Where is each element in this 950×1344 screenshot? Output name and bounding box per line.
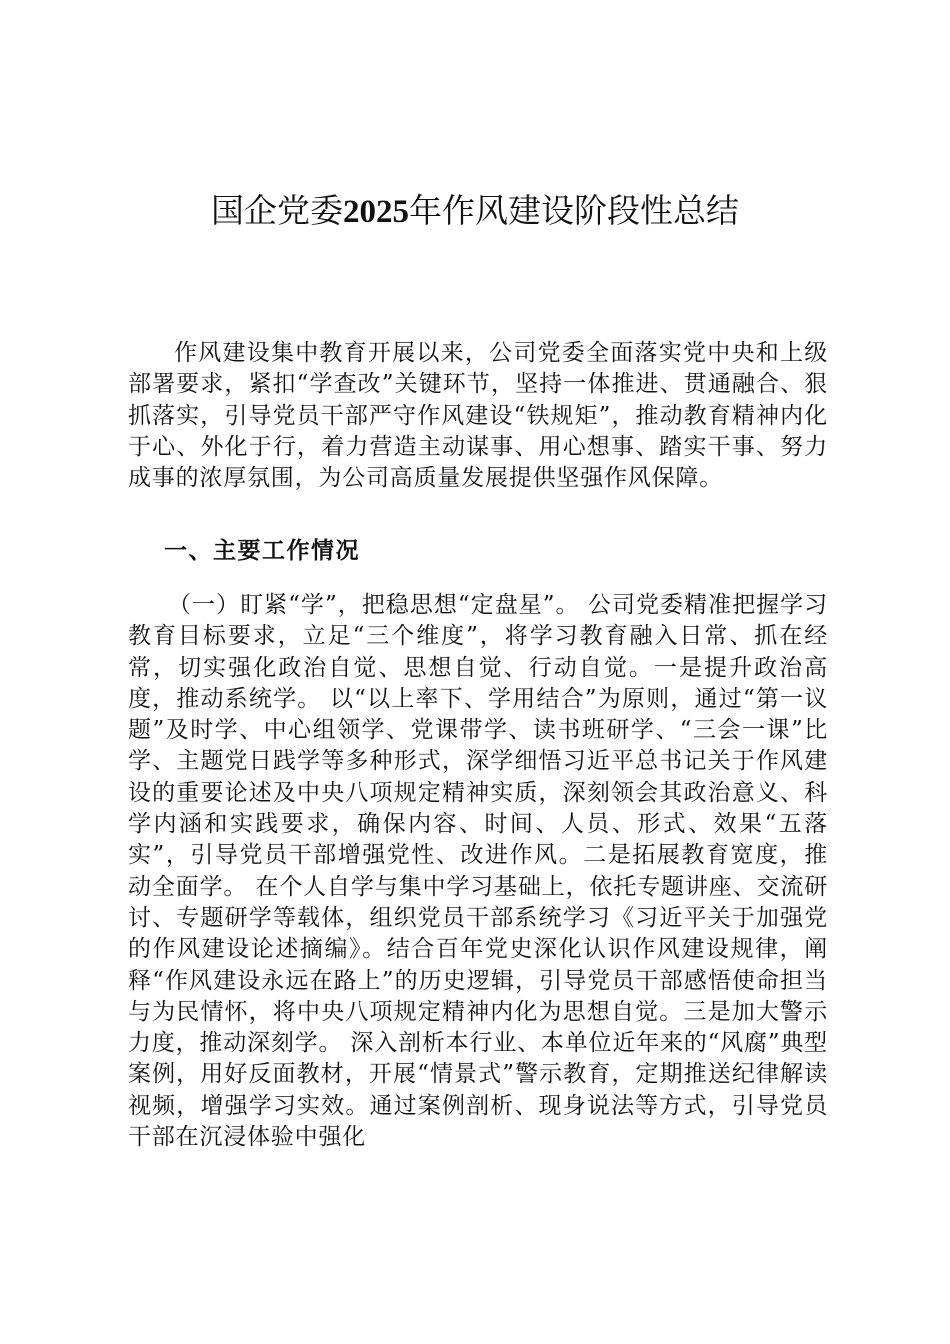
intro-paragraph: 作风建设集中教育开展以来，公司党委全面落实党中央和上级部署要求，紧扣“学查改”关键环节，坚持一体推进、贯通融合、狠抓落实，引导党员干部严守作风建设“铁规矩”，推动教育精神内化于心、外化于行，着力营造主动谋事、用心想事、踏实干事、努力成事的浓厚氛围，为公司高质量发展提供坚强作风保障。 <box>128 340 828 492</box>
document-title <box>0 188 950 235</box>
title-year: 2025 <box>343 194 409 231</box>
title-prefix: 国企党委 <box>211 191 343 231</box>
section-paragraph: （一）盯紧“学”，把稳思想“定盘星”。 公司党委精准把握学习教育目标要求，立足“三个维度”，将学习教育融入日常、抓在经常，切实强化政治自觉、思想自觉、行动自觉。一是提升政治高度，推动系统学。 以“以上率下、学用结合”为原则，通过“第一议题”及时学、中心组领学、党课带学、读书班研学、“三会一课”比学、主题党日践学等多种形式，深学细悟习近平总书记关于作风建设的重要论述及中央八项规定精神实质，深刻领会其政治意义、科学内涵和实践要求，确保内容、时间、人员、形式、效果“五落实”，引导党员干部增强党性、改进作风。二是拓展教育宽度，推动全面学。 在个人自学与集中学习基础上，依托专题讲座、交流研讨、专题研学等载体，组织党员干部系统学习《习近平关于加强党的作风建设论述摘编》。结合百年党史深化认识作风建设规律，阐释“作风建设永远在路上”的历史逻辑，引导党员干部感悟使命担当与为民情怀，将中央八项规定精神内化为思想自觉。三是加大警示力度，推动深刻学。 深入剖析本行业、本单位近年来的“风腐”典型案例，用好反面教材，开展“情景式”警示教育，定期推送纪律解读视频，增强学习实效。通过案例剖析、现身说法等方式，引导党员干部在沉浸体验中强化 <box>128 592 828 1151</box>
title-suffix: 年作风建设阶段性总结 <box>409 191 739 231</box>
section-heading: 一、主要工作情况 <box>164 538 360 564</box>
